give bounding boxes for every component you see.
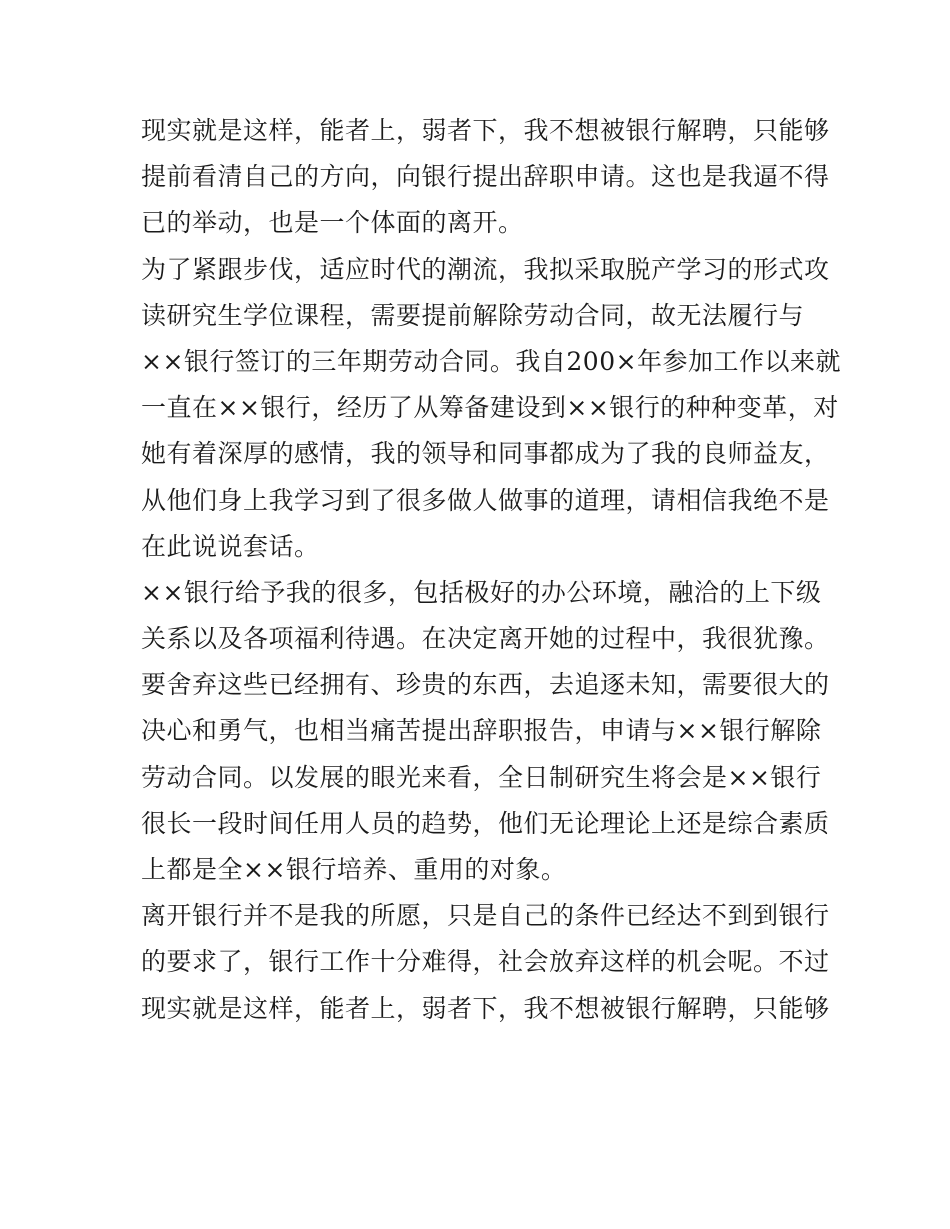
text-line: 劳动合同。以发展的眼光来看，全日制研究生将会是××银行: [141, 762, 822, 792]
text-line: 一直在××银行，经历了从筹备建设到××银行的种种变革，对: [141, 393, 839, 423]
text-line: 现实就是这样，能者上，弱者下，我不想被银行解聘，只能够: [141, 993, 830, 1023]
text-line: 在此说说套话。: [141, 531, 320, 561]
text-line: ××银行签订的三年期劳动合同。我自200×年参加工作以来就: [141, 346, 842, 376]
text-line: 决心和勇气，也相当痛苦提出辞职报告，申请与××银行解除: [141, 716, 822, 746]
text-line: ××银行给予我的很多，包括极好的办公环境，融洽的上下级: [141, 577, 822, 607]
text-line: 为了紧跟步伐，适应时代的潮流，我拟采取脱产学习的形式攻: [141, 254, 830, 284]
text-line: 的要求了，银行工作十分难得，社会放弃这样的机会呢。不过: [141, 947, 830, 977]
document-body: [141, 108, 842, 1032]
text-line: 读研究生学位课程，需要提前解除劳动合同，故无法履行与: [141, 300, 805, 330]
text-line: 离开银行并不是我的所愿，只是自己的条件已经达不到到银行: [141, 901, 830, 931]
text-line: 要舍弃这些已经拥有、珍贵的东西，去追逐未知，需要很大的: [141, 670, 830, 700]
text-line: 关系以及各项福利待遇。在决定离开她的过程中，我很犹豫。: [141, 624, 830, 654]
text-line: 从他们身上我学习到了很多做人做事的道理，请相信我绝不是: [141, 485, 830, 515]
text-line: 她有着深厚的感情，我的领导和同事都成为了我的良师益友，: [141, 439, 830, 469]
text-line: 很长一段时间任用人员的趋势，他们无论理论上还是综合素质: [141, 808, 830, 838]
text-line: 上都是全××银行培养、重用的对象。: [141, 855, 567, 884]
text-line: 现实就是这样，能者上，弱者下，我不想被银行解聘，只能够: [141, 116, 830, 145]
text-line: 已的举动，也是一个体面的离开。: [141, 208, 524, 238]
text-line: 提前看清自己的方向，向银行提出辞职申请。这也是我逼不得: [141, 162, 830, 192]
